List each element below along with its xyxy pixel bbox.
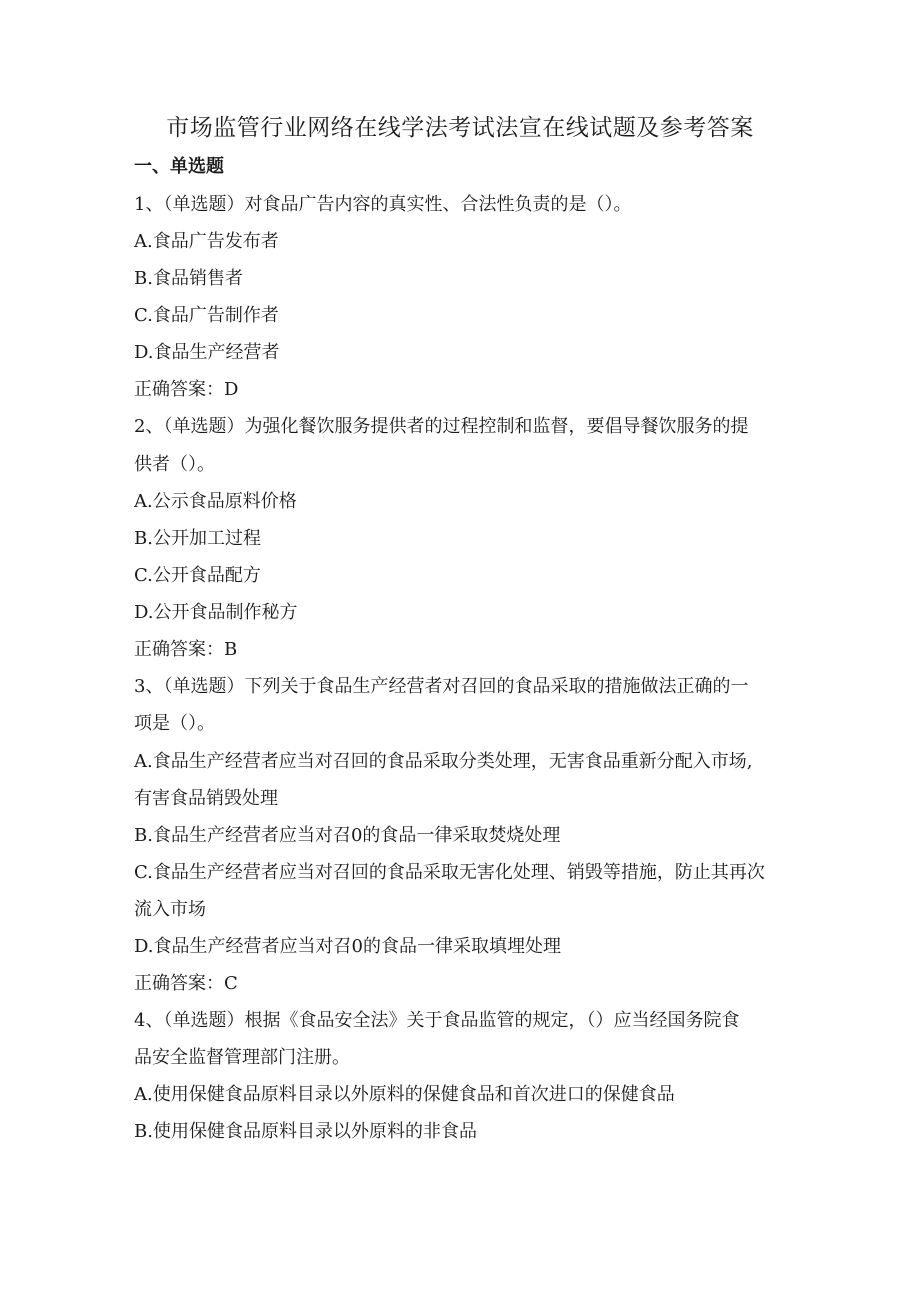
q1-option-c: C.食品广告制作者 [134, 305, 279, 326]
section-heading: 一、单选题 [134, 156, 224, 177]
q3-answer: 正确答案：C [134, 973, 238, 994]
q2-stem-line1: 2、（单选题）为强化餐饮服务提供者的过程控制和监督，要倡导餐饮服务的提 [134, 416, 749, 437]
document-title: 市场监管行业网络在线学法考试法宣在线试题及参考答案 [166, 115, 754, 141]
q4-stem-line2: 品安全监督管理部门注册。 [134, 1047, 350, 1068]
q2-option-a: A.公示食品原料价格 [134, 491, 297, 512]
q2-option-d: D.公开食品制作秘方 [134, 602, 298, 623]
q3-option-a-line2: 有害食品销毁处理 [134, 788, 278, 809]
q4-option-a: A.使用保健食品原料目录以外原料的保健食品和首次进口的保健食品 [134, 1084, 675, 1105]
q1-stem: 1、（单选题）对食品广告内容的真实性、合法性负责的是（）。 [134, 194, 632, 215]
q3-option-c-line1: C.食品生产经营者应当对召回的食品采取无害化处理、销毁等措施，防止其再次 [134, 862, 765, 883]
q3-stem-line1: 3、（单选题）下列关于食品生产经营者对召回的食品采取的措施做法正确的一 [134, 676, 749, 697]
q4-option-b: B.使用保健食品原料目录以外原料的非食品 [134, 1121, 477, 1142]
q1-option-d: D.食品生产经营者 [134, 342, 280, 363]
q2-stem-line2: 供者（）。 [134, 454, 215, 475]
q2-answer: 正确答案：B [134, 639, 238, 660]
q2-option-c: C.公开食品配方 [134, 565, 261, 586]
q3-option-c-line2: 流入市场 [134, 899, 206, 920]
q3-option-a-line1: A.食品生产经营者应当对召回的食品采取分类处理，无害食品重新分配入市场, [134, 751, 753, 772]
q1-option-a: A.食品广告发布者 [134, 231, 279, 252]
q3-option-d: D.食品生产经营者应当对召0的食品一律采取填埋处理 [134, 936, 561, 957]
q4-stem-line1: 4、（单选题）根据《食品安全法》关于食品监管的规定，（）应当经国务院食 [134, 1010, 740, 1031]
q2-option-b: B.公开加工过程 [134, 528, 261, 549]
q3-stem-line2: 项是（）。 [134, 713, 215, 734]
q1-answer: 正确答案：D [134, 379, 239, 400]
q3-option-b: B.食品生产经营者应当对召0的食品一律采取焚烧处理 [134, 825, 561, 846]
q1-option-b: B.食品销售者 [134, 268, 243, 289]
